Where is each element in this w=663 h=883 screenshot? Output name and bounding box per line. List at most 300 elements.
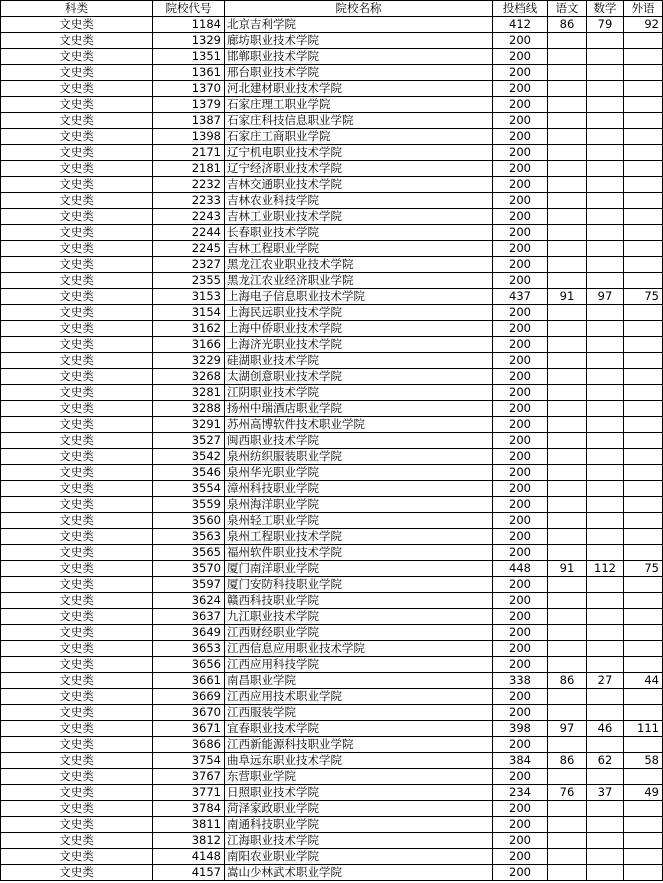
- header-foreign-language: 外语: [624, 1, 663, 17]
- category-cell: 文史类: [1, 161, 153, 177]
- school-name-cell: 辽宁经济职业技术学院: [225, 161, 493, 177]
- chinese-score-cell: [548, 497, 587, 513]
- math-score-cell: [587, 497, 624, 513]
- school-name-cell: 漳州科技职业学院: [225, 481, 493, 497]
- chinese-score-cell: [548, 401, 587, 417]
- school-name-cell: 曲阜远东职业技术学院: [225, 753, 493, 769]
- school-code-cell: 3281: [153, 385, 225, 401]
- math-score-cell: [587, 225, 624, 241]
- table-row: [1, 241, 663, 257]
- cutoff-score-cell: 200: [493, 81, 548, 97]
- chinese-score-cell: 86: [548, 17, 587, 33]
- cutoff-score-cell: 200: [493, 401, 548, 417]
- math-score-cell: [587, 433, 624, 449]
- school-code-cell: 3268: [153, 369, 225, 385]
- table-row: [1, 49, 663, 65]
- school-name-cell: 江西服装学院: [225, 705, 493, 721]
- table-row: [1, 289, 663, 305]
- foreign-language-score-cell: 44: [624, 673, 663, 689]
- header-math: 数学: [587, 1, 624, 17]
- cutoff-score-cell: 200: [493, 849, 548, 865]
- school-code-cell: 2245: [153, 241, 225, 257]
- math-score-cell: [587, 129, 624, 145]
- school-code-cell: 3291: [153, 417, 225, 433]
- cutoff-score-cell: 437: [493, 289, 548, 305]
- table-row: [1, 113, 663, 129]
- math-score-cell: [587, 177, 624, 193]
- category-cell: 文史类: [1, 81, 153, 97]
- school-name-cell: 南昌职业学院: [225, 673, 493, 689]
- category-cell: 文史类: [1, 561, 153, 577]
- school-code-cell: 2233: [153, 193, 225, 209]
- school-code-cell: 1361: [153, 65, 225, 81]
- foreign-language-score-cell: [624, 545, 663, 561]
- school-code-cell: 1398: [153, 129, 225, 145]
- chinese-score-cell: [548, 49, 587, 65]
- math-score-cell: [587, 737, 624, 753]
- header-row: [1, 1, 663, 17]
- math-score-cell: [587, 353, 624, 369]
- foreign-language-score-cell: [624, 865, 663, 881]
- category-cell: 文史类: [1, 529, 153, 545]
- foreign-language-score-cell: [624, 241, 663, 257]
- chinese-score-cell: [548, 737, 587, 753]
- math-score-cell: 62: [587, 753, 624, 769]
- table-row: [1, 145, 663, 161]
- chinese-score-cell: [548, 481, 587, 497]
- chinese-score-cell: [548, 625, 587, 641]
- chinese-score-cell: [548, 513, 587, 529]
- foreign-language-score-cell: [624, 849, 663, 865]
- category-cell: 文史类: [1, 593, 153, 609]
- chinese-score-cell: [548, 321, 587, 337]
- school-name-cell: 厦门南洋职业学院: [225, 561, 493, 577]
- category-cell: 文史类: [1, 385, 153, 401]
- school-name-cell: 南通科技职业学院: [225, 817, 493, 833]
- foreign-language-score-cell: [624, 177, 663, 193]
- math-score-cell: 37: [587, 785, 624, 801]
- cutoff-score-cell: 200: [493, 417, 548, 433]
- cutoff-score-cell: 412: [493, 17, 548, 33]
- math-score-cell: [587, 305, 624, 321]
- school-code-cell: 1329: [153, 33, 225, 49]
- chinese-score-cell: 97: [548, 721, 587, 737]
- school-name-cell: 上海中侨职业技术学院: [225, 321, 493, 337]
- table-row: [1, 497, 663, 513]
- foreign-language-score-cell: [624, 641, 663, 657]
- math-score-cell: [587, 33, 624, 49]
- table-row: [1, 433, 663, 449]
- foreign-language-score-cell: [624, 817, 663, 833]
- school-name-cell: 长春职业技术学院: [225, 225, 493, 241]
- math-score-cell: [587, 81, 624, 97]
- foreign-language-score-cell: [624, 433, 663, 449]
- chinese-score-cell: [548, 161, 587, 177]
- chinese-score-cell: [548, 241, 587, 257]
- category-cell: 文史类: [1, 129, 153, 145]
- chinese-score-cell: 91: [548, 561, 587, 577]
- cutoff-score-cell: 200: [493, 273, 548, 289]
- school-name-cell: 邯郸职业技术学院: [225, 49, 493, 65]
- table-row: [1, 225, 663, 241]
- table-row: [1, 577, 663, 593]
- cutoff-score-cell: 200: [493, 433, 548, 449]
- cutoff-score-cell: 200: [493, 161, 548, 177]
- category-cell: 文史类: [1, 145, 153, 161]
- school-code-cell: 4148: [153, 849, 225, 865]
- foreign-language-score-cell: [624, 657, 663, 673]
- school-name-cell: 黑龙江农业经济职业学院: [225, 273, 493, 289]
- chinese-score-cell: [548, 81, 587, 97]
- cutoff-score-cell: 200: [493, 865, 548, 881]
- school-name-cell: 宜春职业技术学院: [225, 721, 493, 737]
- table-row: [1, 337, 663, 353]
- math-score-cell: [587, 209, 624, 225]
- foreign-language-score-cell: [624, 449, 663, 465]
- foreign-language-score-cell: [624, 417, 663, 433]
- school-code-cell: 4157: [153, 865, 225, 881]
- school-name-cell: 邢台职业技术学院: [225, 65, 493, 81]
- school-name-cell: 日照职业技术学院: [225, 785, 493, 801]
- math-score-cell: [587, 417, 624, 433]
- math-score-cell: [587, 833, 624, 849]
- foreign-language-score-cell: [624, 833, 663, 849]
- school-name-cell: 泉州纺织服装职业学院: [225, 449, 493, 465]
- foreign-language-score-cell: [624, 513, 663, 529]
- cutoff-score-cell: 200: [493, 145, 548, 161]
- category-cell: 文史类: [1, 481, 153, 497]
- category-cell: 文史类: [1, 193, 153, 209]
- foreign-language-score-cell: [624, 33, 663, 49]
- foreign-language-score-cell: [624, 369, 663, 385]
- school-name-cell: 江阴职业技术学院: [225, 385, 493, 401]
- table-row: [1, 705, 663, 721]
- math-score-cell: 79: [587, 17, 624, 33]
- foreign-language-score-cell: 49: [624, 785, 663, 801]
- school-code-cell: 1351: [153, 49, 225, 65]
- table-row: [1, 865, 663, 881]
- school-name-cell: 东营职业学院: [225, 769, 493, 785]
- table-row: [1, 481, 663, 497]
- chinese-score-cell: [548, 817, 587, 833]
- school-name-cell: 江西应用科技学院: [225, 657, 493, 673]
- school-name-cell: 南阳农业职业学院: [225, 849, 493, 865]
- school-name-cell: 江西财经职业学院: [225, 625, 493, 641]
- school-code-cell: 3597: [153, 577, 225, 593]
- cutoff-score-cell: 200: [493, 353, 548, 369]
- math-score-cell: [587, 145, 624, 161]
- school-code-cell: 2243: [153, 209, 225, 225]
- chinese-score-cell: [548, 641, 587, 657]
- school-code-cell: 2171: [153, 145, 225, 161]
- school-code-cell: 3661: [153, 673, 225, 689]
- school-code-cell: 3166: [153, 337, 225, 353]
- table-row: [1, 609, 663, 625]
- cutoff-score-cell: 200: [493, 705, 548, 721]
- chinese-score-cell: [548, 417, 587, 433]
- category-cell: 文史类: [1, 465, 153, 481]
- header-category: 科类: [1, 1, 153, 17]
- cutoff-score-cell: 200: [493, 449, 548, 465]
- school-name-cell: 江西应用技术职业学院: [225, 689, 493, 705]
- cutoff-score-cell: 200: [493, 241, 548, 257]
- foreign-language-score-cell: [624, 81, 663, 97]
- school-code-cell: 2244: [153, 225, 225, 241]
- foreign-language-score-cell: [624, 705, 663, 721]
- foreign-language-score-cell: [624, 65, 663, 81]
- school-code-cell: 3563: [153, 529, 225, 545]
- chinese-score-cell: [548, 145, 587, 161]
- cutoff-score-cell: 200: [493, 737, 548, 753]
- cutoff-score-cell: 200: [493, 513, 548, 529]
- school-name-cell: 石家庄理工职业学院: [225, 97, 493, 113]
- chinese-score-cell: [548, 465, 587, 481]
- table-row: [1, 33, 663, 49]
- category-cell: 文史类: [1, 273, 153, 289]
- table-row: [1, 273, 663, 289]
- math-score-cell: [587, 449, 624, 465]
- table-row: [1, 209, 663, 225]
- category-cell: 文史类: [1, 833, 153, 849]
- school-name-cell: 福州软件职业技术学院: [225, 545, 493, 561]
- school-name-cell: 闽西职业技术学院: [225, 433, 493, 449]
- category-cell: 文史类: [1, 97, 153, 113]
- school-code-cell: 2181: [153, 161, 225, 177]
- school-name-cell: 泉州工程职业技术学院: [225, 529, 493, 545]
- table-row: [1, 449, 663, 465]
- chinese-score-cell: [548, 193, 587, 209]
- chinese-score-cell: 86: [548, 753, 587, 769]
- school-code-cell: 3229: [153, 353, 225, 369]
- header-chinese: 语文: [548, 1, 587, 17]
- category-cell: 文史类: [1, 225, 153, 241]
- school-code-cell: 3653: [153, 641, 225, 657]
- chinese-score-cell: [548, 801, 587, 817]
- foreign-language-score-cell: 75: [624, 289, 663, 305]
- category-cell: 文史类: [1, 401, 153, 417]
- math-score-cell: 97: [587, 289, 624, 305]
- school-code-cell: 3671: [153, 721, 225, 737]
- cutoff-score-cell: 398: [493, 721, 548, 737]
- school-name-cell: 嵩山少林武术职业学院: [225, 865, 493, 881]
- table-row: [1, 801, 663, 817]
- school-code-cell: 1370: [153, 81, 225, 97]
- school-code-cell: 3542: [153, 449, 225, 465]
- cutoff-score-cell: 200: [493, 337, 548, 353]
- foreign-language-score-cell: 92: [624, 17, 663, 33]
- chinese-score-cell: [548, 449, 587, 465]
- chinese-score-cell: [548, 689, 587, 705]
- category-cell: 文史类: [1, 577, 153, 593]
- category-cell: 文史类: [1, 817, 153, 833]
- table-row: [1, 17, 663, 33]
- school-code-cell: 3559: [153, 497, 225, 513]
- school-code-cell: 3154: [153, 305, 225, 321]
- math-score-cell: [587, 625, 624, 641]
- school-code-cell: 3649: [153, 625, 225, 641]
- table-row: [1, 529, 663, 545]
- foreign-language-score-cell: [624, 209, 663, 225]
- school-code-cell: 1184: [153, 17, 225, 33]
- category-cell: 文史类: [1, 353, 153, 369]
- foreign-language-score-cell: [624, 225, 663, 241]
- category-cell: 文史类: [1, 305, 153, 321]
- school-code-cell: 3527: [153, 433, 225, 449]
- table-row: [1, 753, 663, 769]
- foreign-language-score-cell: [624, 305, 663, 321]
- math-score-cell: [587, 257, 624, 273]
- header-school-code: 院校代号: [153, 1, 225, 17]
- chinese-score-cell: [548, 657, 587, 673]
- school-code-cell: 3670: [153, 705, 225, 721]
- chinese-score-cell: [548, 353, 587, 369]
- school-name-cell: 泉州轻工职业学院: [225, 513, 493, 529]
- category-cell: 文史类: [1, 721, 153, 737]
- math-score-cell: [587, 385, 624, 401]
- math-score-cell: [587, 321, 624, 337]
- category-cell: 文史类: [1, 641, 153, 657]
- category-cell: 文史类: [1, 609, 153, 625]
- school-code-cell: 1387: [153, 113, 225, 129]
- table-row: [1, 417, 663, 433]
- foreign-language-score-cell: [624, 481, 663, 497]
- cutoff-score-cell: 200: [493, 385, 548, 401]
- chinese-score-cell: [548, 849, 587, 865]
- category-cell: 文史类: [1, 433, 153, 449]
- table-row: [1, 81, 663, 97]
- school-name-cell: 扬州中瑞酒店职业学院: [225, 401, 493, 417]
- foreign-language-score-cell: [624, 97, 663, 113]
- cutoff-score-cell: 200: [493, 225, 548, 241]
- category-cell: 文史类: [1, 625, 153, 641]
- cutoff-score-cell: 200: [493, 817, 548, 833]
- math-score-cell: [587, 241, 624, 257]
- foreign-language-score-cell: [624, 353, 663, 369]
- table-row: [1, 305, 663, 321]
- chinese-score-cell: [548, 257, 587, 273]
- math-score-cell: [587, 113, 624, 129]
- cutoff-score-cell: 200: [493, 481, 548, 497]
- foreign-language-score-cell: [624, 689, 663, 705]
- foreign-language-score-cell: 58: [624, 753, 663, 769]
- chinese-score-cell: [548, 177, 587, 193]
- school-code-cell: 3686: [153, 737, 225, 753]
- school-name-cell: 吉林农业科技学院: [225, 193, 493, 209]
- foreign-language-score-cell: [624, 609, 663, 625]
- table-row: [1, 817, 663, 833]
- chinese-score-cell: [548, 593, 587, 609]
- cutoff-score-cell: 200: [493, 257, 548, 273]
- foreign-language-score-cell: [624, 193, 663, 209]
- school-code-cell: 3784: [153, 801, 225, 817]
- foreign-language-score-cell: [624, 465, 663, 481]
- school-name-cell: 江西信息应用职业技术学院: [225, 641, 493, 657]
- chinese-score-cell: [548, 209, 587, 225]
- table-row: [1, 673, 663, 689]
- school-name-cell: 北京吉利学院: [225, 17, 493, 33]
- table-row: [1, 513, 663, 529]
- category-cell: 文史类: [1, 65, 153, 81]
- school-code-cell: 2327: [153, 257, 225, 273]
- cutoff-score-cell: 200: [493, 321, 548, 337]
- school-code-cell: 3288: [153, 401, 225, 417]
- school-name-cell: 上海电子信息职业技术学院: [225, 289, 493, 305]
- chinese-score-cell: [548, 369, 587, 385]
- category-cell: 文史类: [1, 865, 153, 881]
- table-row: [1, 385, 663, 401]
- chinese-score-cell: [548, 529, 587, 545]
- foreign-language-score-cell: [624, 577, 663, 593]
- school-code-cell: 2232: [153, 177, 225, 193]
- math-score-cell: [587, 161, 624, 177]
- math-score-cell: [587, 513, 624, 529]
- category-cell: 文史类: [1, 241, 153, 257]
- school-code-cell: 3767: [153, 769, 225, 785]
- table-row: [1, 625, 663, 641]
- foreign-language-score-cell: [624, 769, 663, 785]
- category-cell: 文史类: [1, 497, 153, 513]
- cutoff-score-cell: 200: [493, 177, 548, 193]
- chinese-score-cell: [548, 225, 587, 241]
- table-row: [1, 689, 663, 705]
- school-code-cell: 3811: [153, 817, 225, 833]
- category-cell: 文史类: [1, 257, 153, 273]
- category-cell: 文史类: [1, 705, 153, 721]
- cutoff-score-cell: 200: [493, 113, 548, 129]
- table-row: [1, 177, 663, 193]
- chinese-score-cell: [548, 545, 587, 561]
- foreign-language-score-cell: [624, 401, 663, 417]
- chinese-score-cell: [548, 769, 587, 785]
- table-row: [1, 161, 663, 177]
- school-code-cell: 3565: [153, 545, 225, 561]
- math-score-cell: [587, 97, 624, 113]
- cutoff-score-cell: 200: [493, 609, 548, 625]
- math-score-cell: [587, 337, 624, 353]
- school-name-cell: 辽宁机电职业技术学院: [225, 145, 493, 161]
- math-score-cell: [587, 65, 624, 81]
- table-row: [1, 657, 663, 673]
- category-cell: 文史类: [1, 113, 153, 129]
- cutoff-score-cell: 200: [493, 49, 548, 65]
- foreign-language-score-cell: [624, 49, 663, 65]
- school-code-cell: 3162: [153, 321, 225, 337]
- school-code-cell: 3570: [153, 561, 225, 577]
- school-code-cell: 3624: [153, 593, 225, 609]
- school-code-cell: 3669: [153, 689, 225, 705]
- school-code-cell: 3754: [153, 753, 225, 769]
- math-score-cell: [587, 689, 624, 705]
- category-cell: 文史类: [1, 769, 153, 785]
- school-name-cell: 石家庄工商职业学院: [225, 129, 493, 145]
- category-cell: 文史类: [1, 33, 153, 49]
- math-score-cell: [587, 705, 624, 721]
- school-name-cell: 硅湖职业技术学院: [225, 353, 493, 369]
- school-name-cell: 吉林工业职业技术学院: [225, 209, 493, 225]
- math-score-cell: [587, 865, 624, 881]
- school-name-cell: 江海职业技术学院: [225, 833, 493, 849]
- school-name-cell: 泉州华光职业学院: [225, 465, 493, 481]
- math-score-cell: [587, 769, 624, 785]
- foreign-language-score-cell: 75: [624, 561, 663, 577]
- category-cell: 文史类: [1, 801, 153, 817]
- cutoff-score-cell: 200: [493, 657, 548, 673]
- school-code-cell: 3546: [153, 465, 225, 481]
- cutoff-score-cell: 200: [493, 305, 548, 321]
- header-cutoff-score: 投档线: [493, 1, 548, 17]
- cutoff-score-cell: 200: [493, 689, 548, 705]
- table-row: [1, 369, 663, 385]
